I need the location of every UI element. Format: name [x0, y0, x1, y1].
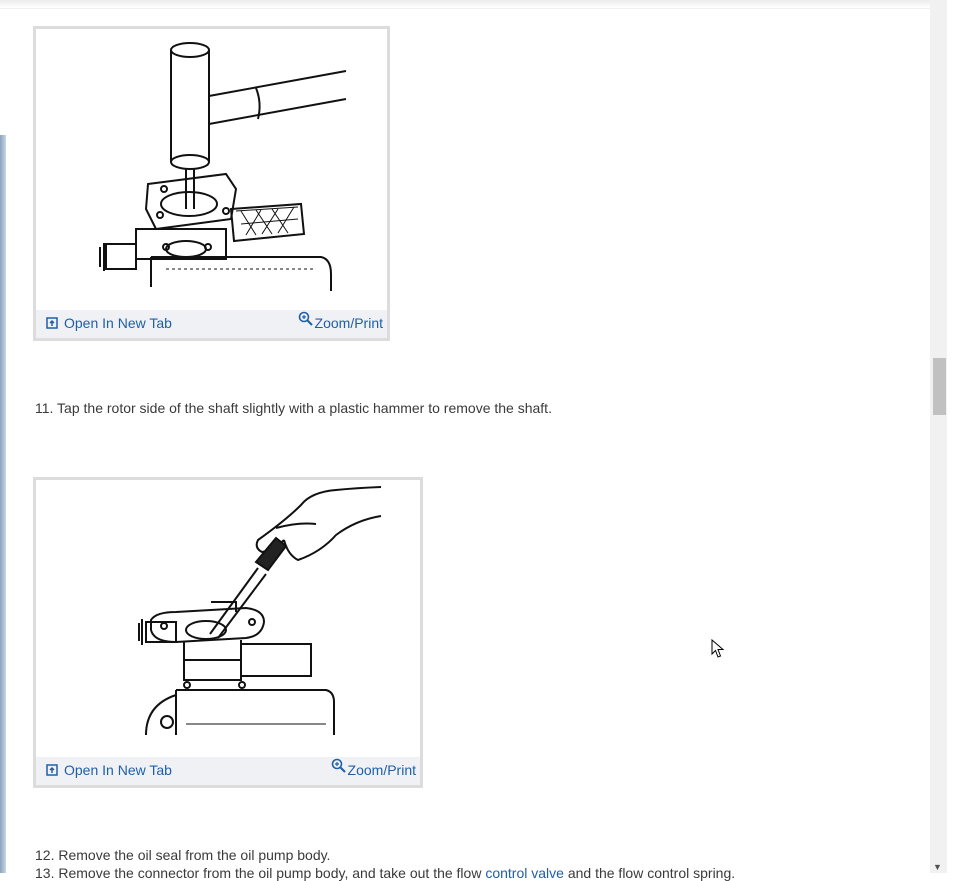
zoom-print-label: Zoom/Print [314, 315, 383, 331]
vertical-scrollbar[interactable] [930, 0, 947, 873]
zoom-icon [331, 758, 346, 773]
screwdriver-pump-illustration[interactable] [36, 480, 420, 755]
page-top-shadow [0, 0, 930, 9]
open-in-new-tab-icon [46, 764, 58, 776]
figure-caption-bar [36, 310, 387, 338]
mouse-cursor-icon [711, 639, 725, 659]
scrollbar-thumb[interactable] [933, 358, 946, 415]
control-valve-link[interactable]: control valve [485, 865, 564, 881]
zoom-print-label: Zoom/Print [347, 762, 416, 778]
open-in-new-tab-label: Open In New Tab [64, 315, 172, 331]
figure-hammer-shaft [33, 26, 390, 341]
window-right-edge [947, 0, 957, 873]
step-13-text [35, 865, 735, 881]
zoom-icon [298, 311, 313, 326]
step-13-prefix: 13. Remove the connector from the oil pump body, and take out the flow [35, 865, 486, 881]
open-in-new-tab-link[interactable] [46, 315, 172, 331]
open-in-new-tab-icon [46, 317, 58, 329]
open-in-new-tab-link[interactable] [46, 762, 172, 778]
step-11-text: 11. Tap the rotor side of the shaft slightly with a plastic hammer to remove the shaft. [35, 400, 552, 416]
scroll-down-arrow-icon[interactable]: ▼ [933, 862, 942, 872]
zoom-print-link[interactable] [298, 311, 383, 331]
step-13-suffix: and the flow control spring. [563, 865, 736, 881]
window-left-edge [0, 135, 6, 873]
zoom-print-link[interactable] [331, 758, 416, 778]
step-12-text: 12. Remove the oil seal from the oil pump body. [35, 847, 331, 863]
open-in-new-tab-label: Open In New Tab [64, 762, 172, 778]
figure-screwdriver-seal [33, 477, 423, 788]
figure-caption-bar [36, 757, 420, 785]
hammer-pump-illustration[interactable] [36, 29, 387, 309]
